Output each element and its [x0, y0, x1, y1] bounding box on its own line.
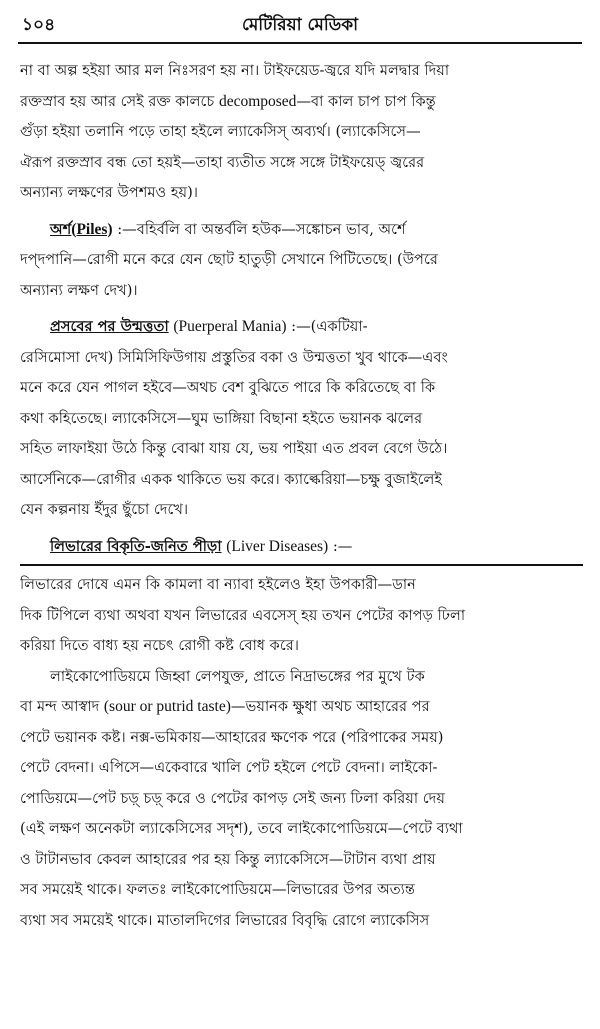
text-segment: :—(একটিয়া-	[291, 318, 368, 335]
text-line: রেসিমোসা দেখ) সিমিসিফিউগায় প্রস্তুতির বকা ও উন্মত্ততা খুব থাকে—এবং	[20, 348, 448, 366]
text-line: করিয়া দিতে বাধ্য হয় নচেৎ রোগী কষ্ট বোধ করে।	[20, 637, 299, 654]
text-line: গুঁড়া হইয়া তলানি পড়ে তাহা হইলে ল্যাকেসিস্ অব্যর্থ। (ল্যাকেসিসে—	[20, 123, 421, 140]
text-line: আর্সেনিকে—রোগীর একক থাকিতে ভয় করে। ক্যাল্কেরিয়া—চক্ষু বুজাইলেই	[20, 470, 443, 488]
text-line: যেন কল্পনায় ইঁদুর ছুঁচো দেখে।	[20, 501, 189, 518]
text-line: (এই লক্ষণ অনেকটা ল্যাকেসিসের সদৃশ), তবে লাইকোপোডিয়মে—পেটে ব্যথা	[20, 820, 463, 837]
section-liver	[20, 532, 583, 563]
running-title: মেটিরিয়া মেডিকা	[241, 15, 359, 35]
text-line	[20, 692, 583, 723]
section-heading-piles-english: (Piles)	[71, 220, 113, 238]
page-number: ১০৪	[22, 15, 56, 35]
text-line: কথা কহিতেছে। ল্যাকেসিসে—ঘুম ভাঙ্গিয়া বিছানা হইতে ভয়ানক ঝলের	[20, 409, 423, 427]
header-rule	[18, 42, 582, 44]
text-segment: —ভয়ানক ক্ষুধা অথচ আহারের পর	[230, 698, 430, 715]
text-line: লাইকোপোডিয়মে জিহ্বা লেপযুক্ত, প্রাতে নিদ্রাভঙ্গের পর মুখে টক	[50, 667, 425, 685]
section-heading-liver-english: (Liver Diseases)	[226, 537, 329, 555]
text-line: মনে করে যেন পাগল হইবে—অথচ বেশ বুঝিতে পারে কি করিতেছে বা কি	[20, 379, 436, 396]
section-mania	[20, 312, 583, 343]
text-line: পেটে বেদনা। এপিসে—একেবারে খালি পেট হইলে পেটে বেদনা। লাইকো-	[20, 759, 438, 776]
page-header	[0, 0, 600, 42]
text-segment: বা মন্দ আস্বাদ	[20, 698, 104, 715]
text-line: ঐরূপ রক্তস্রাব বন্ধ তো হয়ই—তাহা ব্যতীত সঙ্গে সঙ্গে টাইফয়েড্ জ্বরের	[20, 153, 425, 171]
text-line: দপ্দপানি—রোগী মনে করে যেন ছোট হাতুড়ী সেখানে পিটিতেছে। (উপরে	[20, 251, 438, 268]
text-line: অন্যান্য লক্ষণের উপশমও হয়)।	[20, 184, 199, 201]
text-segment: —বা কাল চাপ চাপ কিন্তু	[296, 92, 436, 110]
text-line: না বা অল্প হইয়া আর মল নিঃসরণ হয় না। টাইফয়েড-জ্বরে যদি মলদ্বার দিয়া	[20, 62, 450, 79]
text-segment: :—	[332, 537, 353, 555]
section-heading-liver: লিভারের বিকৃতি-জনিত পীড়া	[50, 537, 222, 555]
text-line: অন্যান্য লক্ষণ দেখ)।	[20, 281, 138, 299]
section-piles	[20, 215, 583, 246]
text-line: লিভারের দোষে এমন কি কামলা বা ন্যাবা হইলেও ইহা উপকারী—ডান	[20, 576, 416, 593]
text-line	[20, 87, 583, 118]
text-line: ব্যথা সব সময়েই থাকে। মাতালদিগের লিভারের বিবৃদ্ধি রোগে ল্যাকেসিস	[20, 911, 430, 929]
text-line: পেটে ভয়ানক কষ্ট। নক্স-ভমিকায়—আহারের ক্ষণেক পরে (পরিপাকের সময়)	[20, 728, 444, 746]
section-heading-piles: অর্শ	[50, 220, 72, 238]
text-segment: :—বহির্বলি বা অন্তর্বলি হউক—সঙ্কোচন ভাব, অর্শে	[117, 220, 406, 238]
section-rule	[20, 564, 583, 566]
text-segment: রক্তস্রাব হয় আর সেই রক্ত কালচে	[20, 92, 219, 110]
text-line: সহিত লাফাইয়া উঠে কিন্তু বোঝা যায় যে, ভয় পাইয়া এত প্রবল বেগে উঠে।	[20, 440, 448, 457]
english-term: decomposed	[218, 92, 297, 110]
section-heading-mania: প্রসবের পর উন্মত্ততা	[50, 318, 169, 335]
text-line: ও টাটানভাব কেবল আহারের পর হয় কিন্তু ল্যাকেসিসে—টাটান ব্যথা প্রায়	[20, 850, 436, 868]
body-text	[20, 56, 583, 936]
text-line: সব সময়েই থাকে। ফলতঃ লাইকোপোডিয়মে—লিভারের উপর অত্যন্ত	[20, 881, 415, 898]
text-line: পোডিয়মে—পেট চড়্ চড়্ করে ও পেটের কাপড় সেই জন্য ঢিলা করিয়া দেয়	[20, 789, 445, 807]
english-term: (sour or putrid taste)	[103, 698, 231, 715]
text-line: দিক টিপিলে ব্যথা অথবা যখন লিভারের এবসেস্ হয় তখন পেটের কাপড় ঢিলা	[20, 606, 466, 624]
section-heading-mania-english: (Puerperal Mania)	[173, 318, 287, 335]
